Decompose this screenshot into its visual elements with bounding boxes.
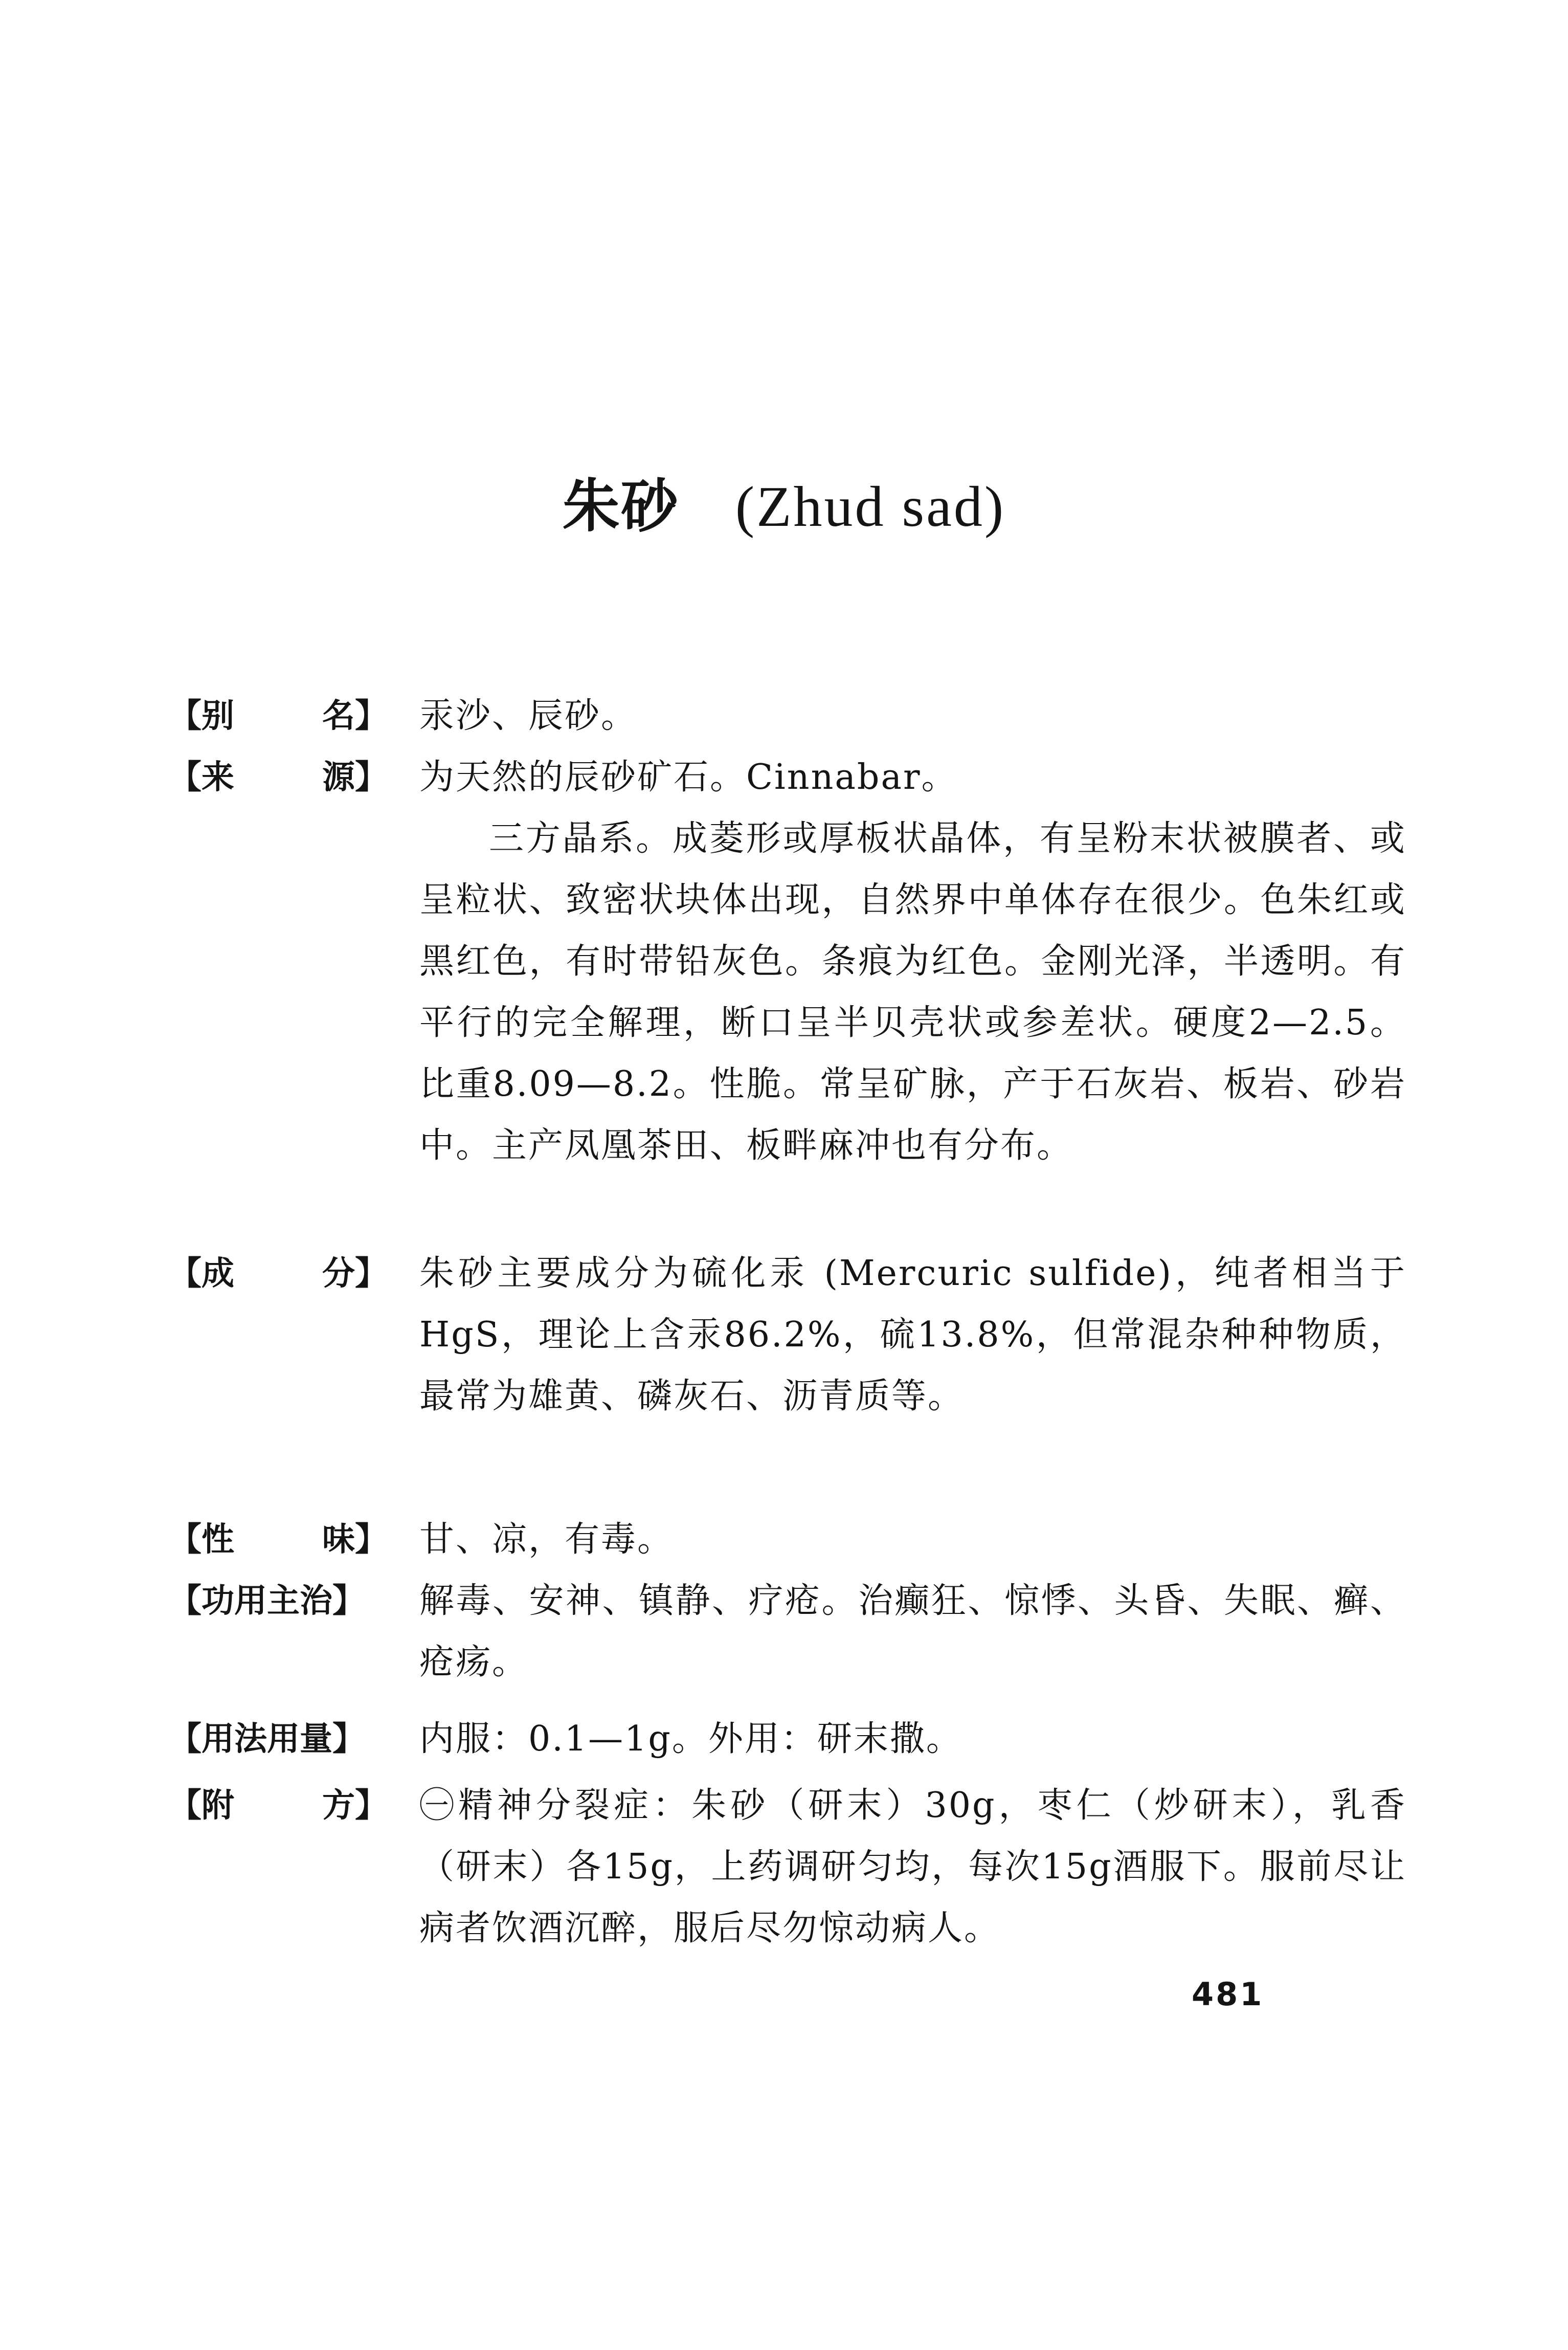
entry-body [419, 1775, 1406, 1959]
entry-body [419, 1243, 1406, 1427]
label-part1: 来 [201, 759, 234, 796]
title-chinese: 朱砂 [562, 473, 679, 540]
entry-source: 【来 源】 为天然的辰砂矿石。Cinnabar。 三方晶系。成菱形或厚板状晶体，有呈粉末状被膜者、或呈粒状、致密状块体出现，自然界中单体存在很少。色朱红或黑红色，有时带铅灰色。条痕为红色。金刚光泽，半透明。有平行的完全解理，断口呈半贝壳状或参差状。硬度2—2.5。比重8.09—8.2。性脆。常呈矿脉，产于石灰岩、板岩、砂岩中。主产凤凰茶田、板畔麻冲也有分布。 [169, 747, 1406, 1177]
entry-nature-taste: 【性 味】 甘、凉，有毒。 [169, 1509, 1406, 1570]
entry-body [419, 1570, 1406, 1693]
label-part2: 源 [322, 759, 355, 796]
label-part1: 功用主治 [201, 1582, 332, 1620]
entry-line: 朱砂主要成分为硫化汞 (Mercuric sulfide)，纯者相当于HgS，理论上含汞86.2%，硫13.8%，但常混杂种种物质，最常为雄黄、磷灰石、沥青质等。 [419, 1253, 1406, 1416]
entry-line: 汞沙、辰砂。 [419, 696, 638, 736]
label-part1: 成 [201, 1255, 234, 1293]
label-part2: 方 [322, 1787, 355, 1825]
label-part2: 分 [322, 1255, 355, 1293]
entry-prescription: 【附 方】 ㊀精神分裂症：朱砂（研末）30g，枣仁（炒研末），乳香（研末）各15g，上药调研匀均，每次15g酒服下。服前尽让病者饮酒沉醉，服后尽勿惊动病人。 [169, 1775, 1406, 1959]
label-part1: 别 [201, 697, 234, 735]
entry-composition: 【成 分】 朱砂主要成分为硫化汞 (Mercuric sulfide)，纯者相当于HgS，理论上含汞86.2%，硫13.8%，但常混杂种种物质，最常为雄黄、磷灰石、沥青质等。 [169, 1243, 1406, 1427]
label-part1: 用法用量 [201, 1720, 332, 1758]
entry-function-indication: 【功用主治】 解毒、安神、镇静、疗疮。治癫狂、惊悸、头昏、失眠、癣、疮疡。 [169, 1570, 1406, 1693]
entry-line: 解毒、安神、镇静、疗疮。治癫狂、惊悸、头昏、失眠、癣、疮疡。 [419, 1581, 1406, 1682]
entry-line: 为天然的辰砂矿石。Cinnabar。 [419, 757, 958, 797]
page-title [0, 471, 1568, 543]
entry-body [419, 1509, 1406, 1570]
entry-body [419, 747, 1406, 1177]
label-part1: 附 [201, 1787, 234, 1825]
entry-line: 内服：0.1—1g。外用：研末撒。 [419, 1719, 962, 1759]
entry-line: 甘、凉，有毒。 [419, 1519, 674, 1560]
label-part2: 味 [322, 1521, 355, 1559]
label-part2: 名 [322, 697, 355, 735]
label-part1: 性 [201, 1521, 234, 1559]
title-romanized: (Zhud sad) [735, 475, 1006, 539]
page-number: 481 [1192, 1976, 1264, 2013]
entry-usage-dosage: 【用法用量】 内服：0.1—1g。外用：研末撒。 [169, 1709, 1406, 1770]
entry-line: ㊀精神分裂症：朱砂（研末）30g，枣仁（炒研末），乳香（研末）各15g，上药调研匀均，每次15g酒服下。服前尽让病者饮酒沉醉，服后尽勿惊动病人。 [419, 1785, 1406, 1948]
entry-paragraph: 三方晶系。成菱形或厚板状晶体，有呈粉末状被膜者、或呈粒状、致密状块体出现，自然界中单体存在很少。色朱红或黑红色，有时带铅灰色。条痕为红色。金刚光泽，半透明。有平行的完全解理，断口呈半贝壳状或参差状。硬度2—2.5。比重8.09—8.2。性脆。常呈矿脉，产于石灰岩、板岩、砂岩中。主产凤凰茶田、板畔麻冲也有分布。 [419, 818, 1406, 1166]
entry-alias: 【别 名】 汞沙、辰砂。 [169, 685, 1406, 747]
entry-body [419, 685, 1406, 747]
entry-body [419, 1709, 1406, 1770]
